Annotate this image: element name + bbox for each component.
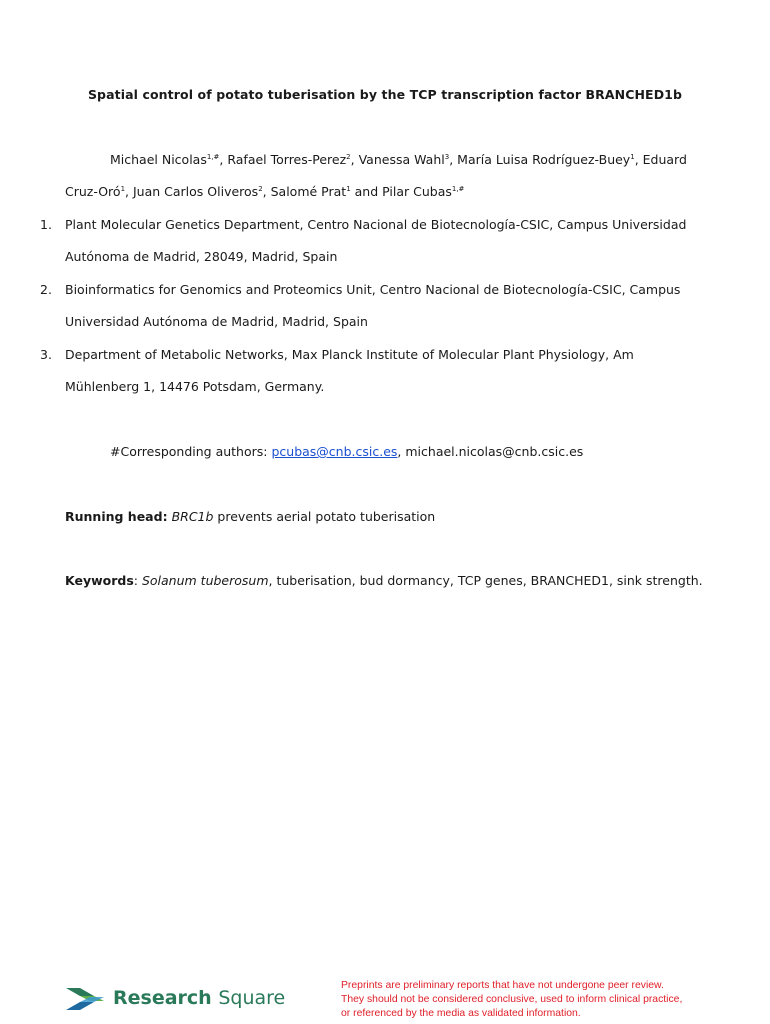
running-head [65, 509, 435, 524]
affiliation-number: 3. [40, 347, 52, 362]
logo-word-square: Square [218, 987, 286, 1009]
author-name-part: Cruz-Oró [65, 184, 121, 199]
author-affiliation-sup: 3 [444, 152, 450, 161]
affiliation-line: Department of Metabolic Networks, Max Planck Institute of Molecular Plant Physiology, Am [65, 347, 634, 362]
author-line-1: Michael Nicolas$^{1,\#}$, Rafael Torres-Perez$^2$, Vanessa Wahl$^3$, María Luisa Rodríguez-Buey$^1$, Eduard [110, 152, 687, 167]
affiliation-number: 2. [40, 282, 52, 297]
author-name: Michael Nicolas [110, 152, 207, 167]
running-head-label: Running head: [65, 509, 168, 524]
author-affiliation-sup: 2 [258, 184, 263, 193]
keywords-label: Keywords [65, 573, 134, 588]
author-name: Salomé Prat [270, 184, 347, 199]
author-name: Vanessa Wahl [358, 152, 445, 167]
author-name: Rafael Torres-Perez [227, 152, 347, 167]
author-affiliation-sup: 2 [346, 152, 351, 161]
author-affiliation-sup: 1 [346, 184, 351, 193]
logo-word-research: Research [113, 987, 212, 1009]
running-head-gene: BRC1b [171, 509, 214, 524]
corresponding-label: #Corresponding authors: [110, 444, 272, 459]
research-square-logo[interactable] [66, 985, 306, 1013]
disclaimer-line: They should not be considered conclusive, used to inform clinical practice, [341, 994, 683, 1005]
author-affiliation-sup: 1,# [451, 184, 465, 193]
preprint-disclaimer [341, 979, 741, 1021]
author-name-part: Eduard [642, 152, 687, 167]
author-affiliation-sup: 1,# [206, 152, 220, 161]
email-text-nicolas: michael.nicolas@cnb.csic.es [405, 444, 584, 459]
paper-title: Spatial control of potato tuberisation by the TCP transcription factor BRANCHED1b [87, 87, 683, 102]
author-name: Pilar Cubas [382, 184, 452, 199]
keywords-species: Solanum tuberosum [141, 573, 269, 588]
affiliation-number: 1. [40, 217, 52, 232]
author-name: Juan Carlos Oliveros [132, 184, 259, 199]
disclaimer-line: Preprints are preliminary reports that have not undergone peer review. [341, 980, 664, 991]
affiliation-line: Mühlenberg 1, 14476 Potsdam, Germany. [65, 379, 325, 394]
affiliation-line: Autónoma de Madrid, 28049, Madrid, Spain [65, 249, 338, 264]
research-square-chevrons-icon [66, 985, 106, 1013]
affiliation-line: Plant Molecular Genetics Department, Centro Nacional de Biotecnología-CSIC, Campus Universidad [65, 217, 687, 232]
keywords: Keywords: Solanum tuberosum, tuberisation, bud dormancy, TCP genes, BRANCHED1, sink strength. [65, 573, 703, 588]
author-line-2: Cruz-Oró$^1$, Juan Carlos Oliveros$^2$, Salomé Prat$^1$ and Pilar Cubas$^{1,\#}$ [65, 184, 465, 199]
author-affiliation-sup: 1 [630, 152, 635, 161]
running-head-text: prevents aerial potato tuberisation [213, 509, 436, 524]
email-link-pcubas[interactable]: pcubas@cnb.csic.es [271, 444, 398, 459]
author-name: María Luisa Rodríguez-Buey [457, 152, 631, 167]
logo-wordmark [113, 987, 285, 1009]
disclaimer-line: or referenced by the media as validated information. [341, 1008, 581, 1019]
affiliation-line: Bioinformatics for Genomics and Proteomics Unit, Centro Nacional de Biotecnología-CSIC, Campus [65, 282, 681, 297]
affiliation-line: Universidad Autónoma de Madrid, Madrid, Spain [65, 314, 368, 329]
keywords-text: , tuberisation, bud dormancy, TCP genes, BRANCHED1, sink strength. [268, 573, 703, 588]
author-affiliation-sup: 1 [120, 184, 126, 193]
corresponding-authors: #Corresponding authors: pcubas@cnb.csic.es, michael.nicolas@cnb.csic.es [110, 444, 584, 459]
